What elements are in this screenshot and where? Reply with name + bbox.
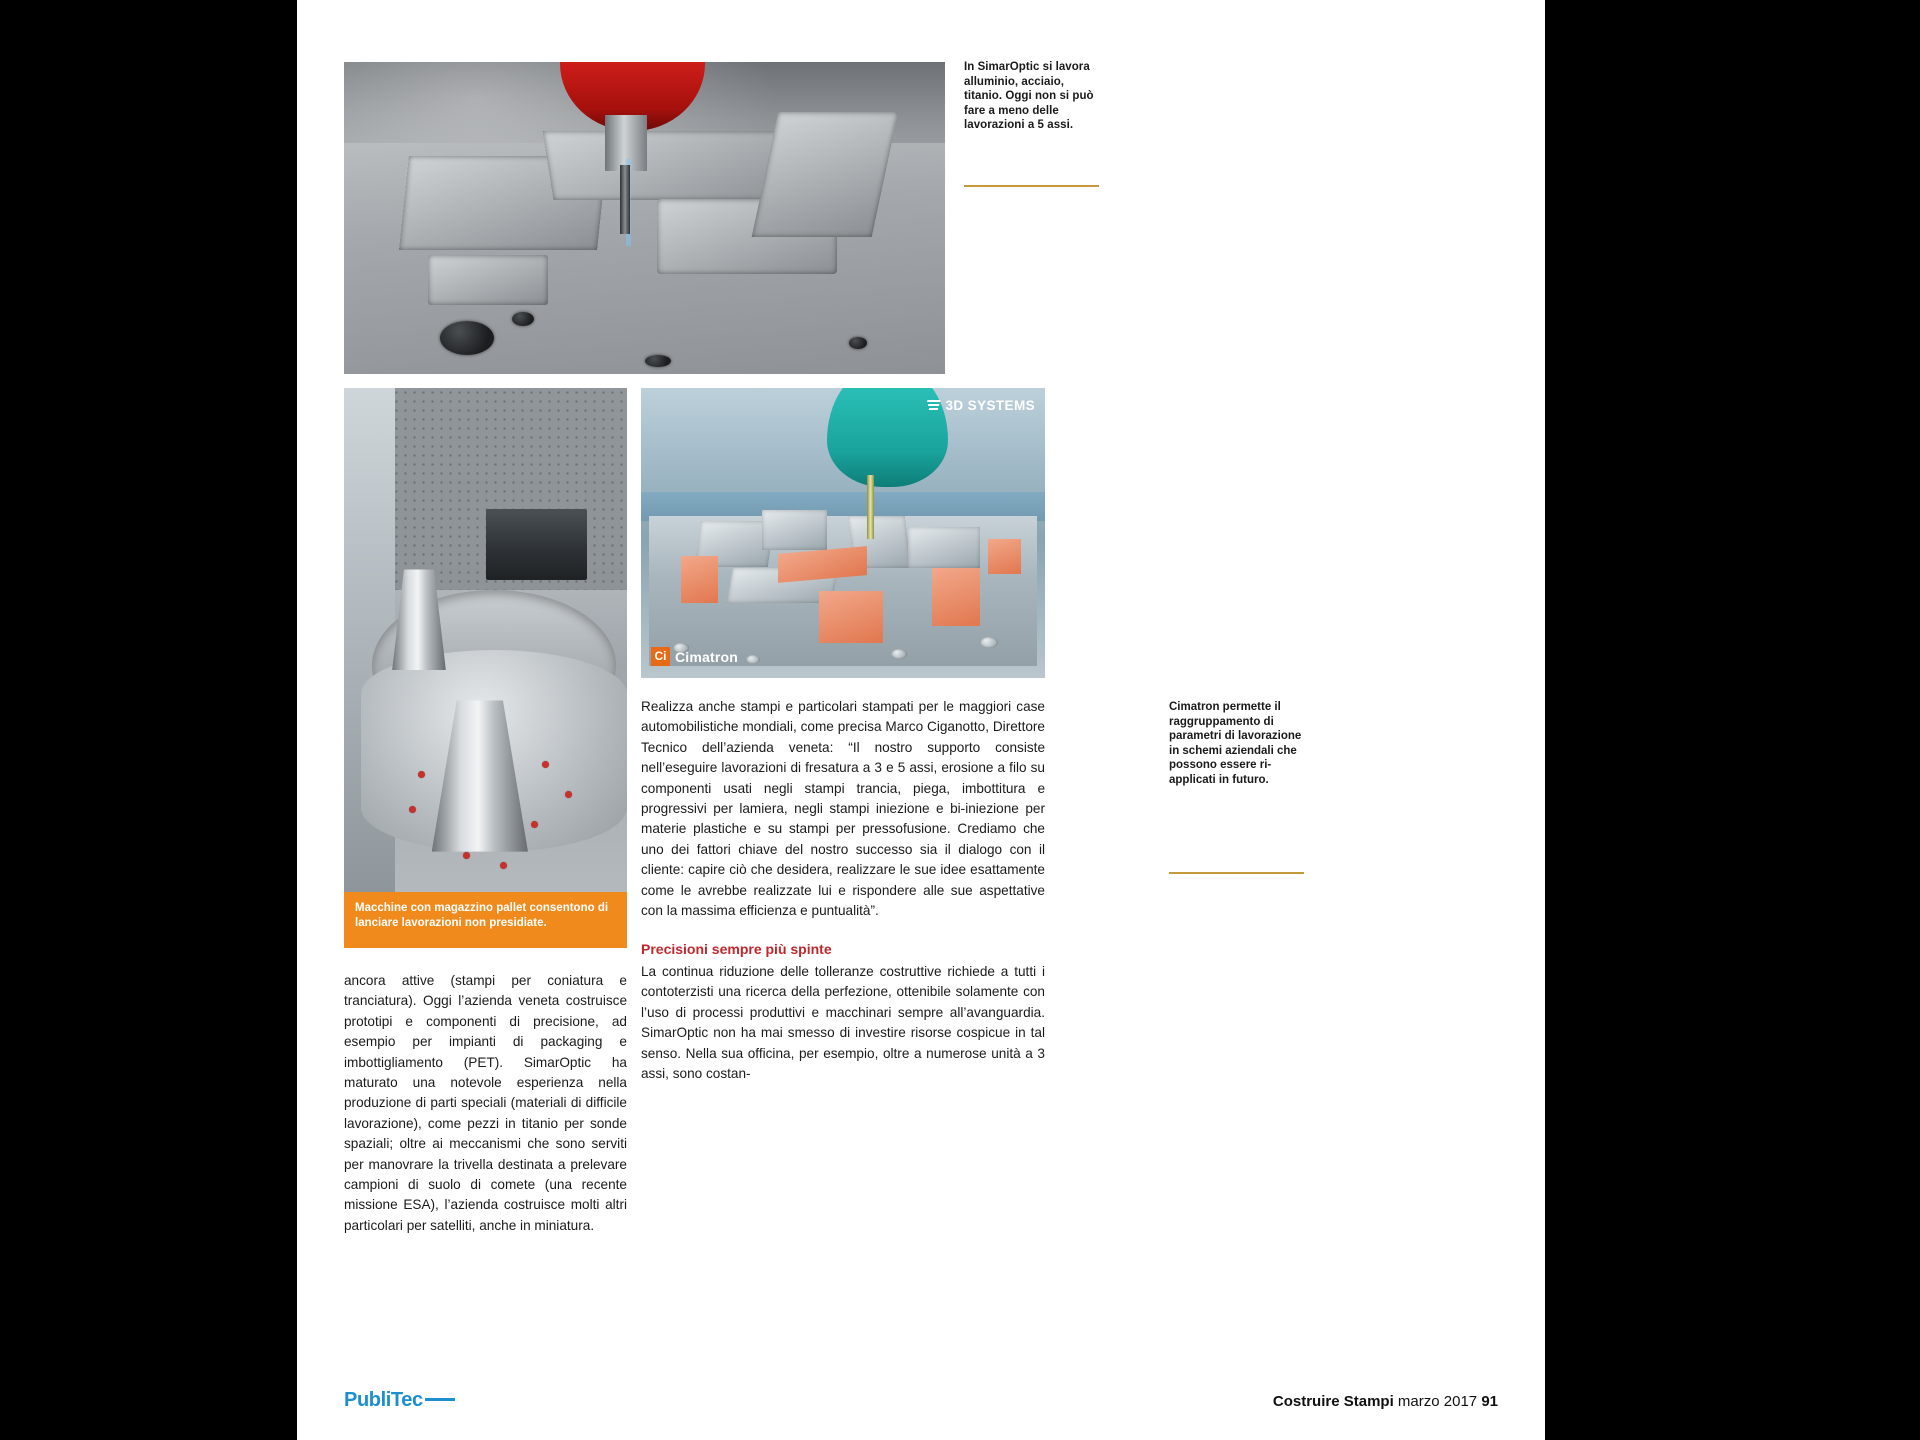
page-number: 91 (1481, 1393, 1498, 1410)
mould-bore (849, 337, 867, 349)
mould-cavity (428, 255, 548, 305)
3d-systems-logo-text: 3D SYSTEMS (945, 398, 1035, 413)
fixture-marker (418, 771, 425, 778)
magazine-page (297, 0, 1545, 1440)
cad-block (908, 527, 981, 568)
milling-tool (620, 165, 630, 234)
footer-page-info (1273, 1393, 1498, 1410)
caption-top-right: In SimarOptic si lavora alluminio, acciaio, titanio. Oggi non si può fare a meno delle lavorazioni a 5 assi. (964, 61, 1094, 131)
fixture-marker (542, 761, 549, 768)
issue-date: marzo 2017 (1397, 1393, 1478, 1410)
fixture-marker (565, 791, 572, 798)
fixture-marker (463, 852, 470, 859)
section-subheading: Precisioni sempre più spinte (641, 941, 832, 958)
cad-highlight-surface (681, 556, 717, 602)
cimatron-logo-text: Cimatron (675, 648, 739, 665)
cad-highlight-surface (932, 568, 980, 626)
body-paragraph-1: Realizza anche stampi e particolari stampati per le maggiori case automobilistiche mondiali, come precisa Marco Ciganotto, Direttore Tecnico dell’azienda veneta: “Il nostro supporto consiste nell’eseguire lavorazioni di fresatura a 3 e 5 assi, erosione a filo su componenti usati negli stampi trancia, piega, imbottitura e progressivi per lamiera, negli stampi iniezione e bi-iniezione per materie plastiche e su stampi per pressofusione. Crediamo che uno dei fattori chiave del nostro successo sia il dialogo con il cliente: capire ciò che desidera, realizzare le sue idee esattamente come le avrebbe realizzate lui e rispondere alle sue aspettative con la massima efficienza e puntualità”. (641, 699, 1045, 919)
workholding-vise (486, 509, 588, 580)
caption-pallet-machine (344, 892, 627, 948)
cimatron-logo (651, 647, 738, 666)
publisher-logo-underline (425, 1398, 455, 1401)
body-paragraph-2: La continua riduzione delle tolleranze costruttive richiede a tutti i contoterzisti una ricerca della perfezione, ottenibile solamente con l’uso di processi produttivi e macchinari sempre all’avanguardia. SimarOptic non ha mai smesso di investire risorse cospicue in tal senso. Nella sua officina, per esempio, oltre a numerose unità a 3 assi, sono costan- (641, 963, 1045, 1081)
cad-block (762, 510, 827, 551)
mould-bore (440, 321, 494, 355)
cimatron-cam-screenshot (641, 388, 1045, 678)
cad-highlight-surface (819, 591, 884, 643)
caption-rule (964, 185, 1099, 187)
body-text-middle-column (641, 697, 1045, 1084)
caption-pallet-machine-text: Macchine con magazzino pallet consentono di lanciare lavorazioni non presidiate. (355, 902, 609, 929)
publisher-logo (344, 1389, 455, 1412)
fixture-marker (500, 862, 507, 869)
caption-cimatron: Cimatron permette il raggruppamento di parametri di lavorazione in schemi aziendali che possono essere ri-applicati in futuro. (1169, 701, 1302, 786)
publisher-logo-text: PubliTec (344, 1389, 423, 1411)
3d-systems-logo (926, 398, 1035, 413)
mould-bore (512, 312, 534, 326)
body-text-left-column: ancora attive (stampi per coniatura e tranciatura). Oggi l’azienda veneta costruisce prototipi e componenti di precisione, ad esempio per impianti di packaging e imbottigliamento (PET). SimarOptic ha maturato una notevole esperienza nella produzione di parti speciali (materiali di difficile lavorazione), come pezzi in titanio per sonde spaziali; oltre ai meccanismi che sono serviti per manovrare la trivella destinata a prelevare campioni di suolo di comete (una recente missione ESA), l’azienda costruisce molti altri particolari per satelliti, anche in miniatura. (344, 973, 627, 1233)
cimatron-mark-icon: Ci (651, 647, 670, 666)
cad-bore (746, 655, 760, 664)
cad-milling-tool-model (867, 475, 873, 539)
caption-rule (1169, 872, 1304, 874)
cad-highlight-surface (988, 539, 1020, 574)
cnc-milling-mould-photo (344, 62, 945, 374)
pallet-magazine-machine-photo (344, 388, 627, 892)
magazine-title: Costruire Stampi (1272, 1393, 1394, 1410)
mould-bore (645, 355, 671, 367)
3d-systems-bars-icon (925, 399, 942, 412)
